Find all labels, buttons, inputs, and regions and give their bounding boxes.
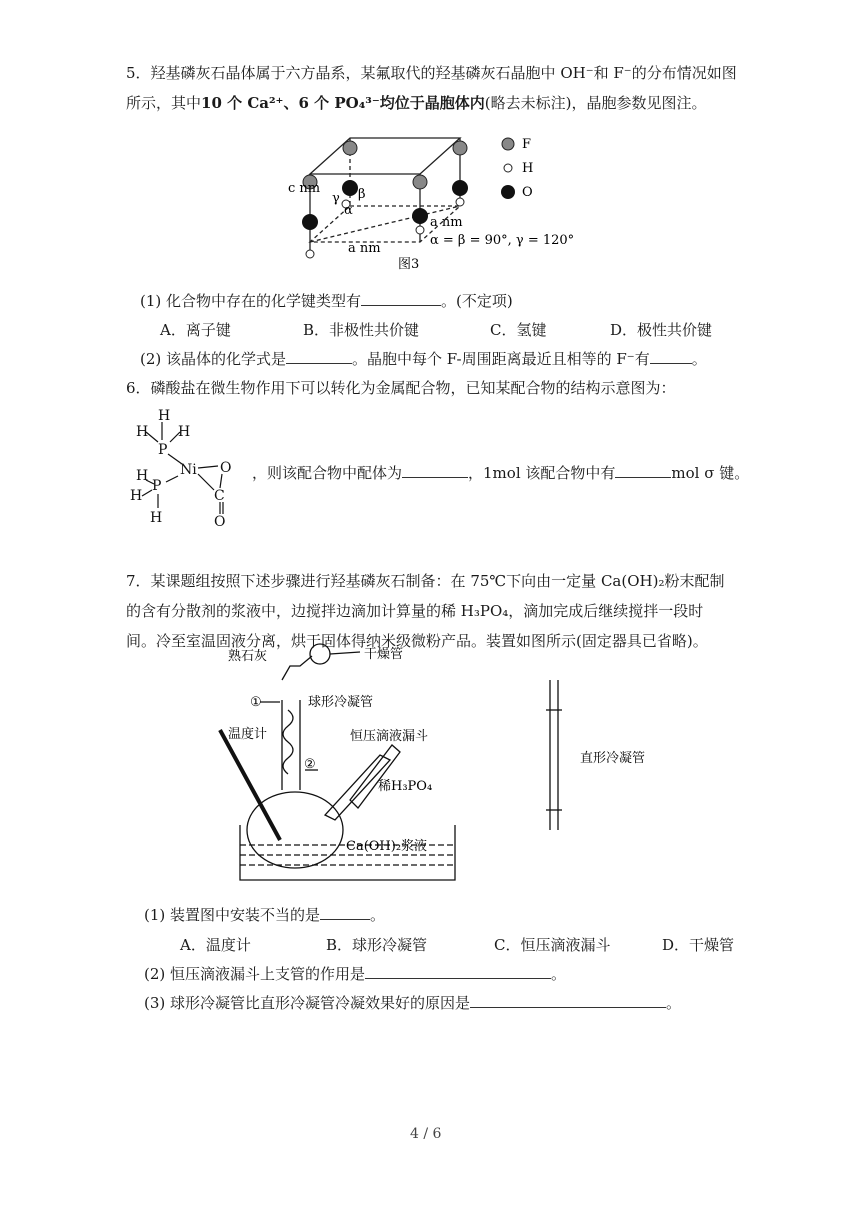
legend-o: O — [522, 185, 533, 200]
q7-option-b: B．球形冷凝管 — [326, 936, 428, 954]
q5-line2-a: 所示，其中 — [126, 94, 202, 112]
q7-sub1-suffix: 。 — [370, 906, 386, 924]
q5-sub2-blank1[interactable] — [286, 363, 352, 364]
q5-option-c: C．氢键 — [490, 321, 547, 339]
angle-gamma: γ — [332, 191, 340, 206]
q7-sub3-blank[interactable] — [470, 1007, 666, 1008]
atom-h4: H — [136, 468, 149, 484]
complex-structure — [128, 402, 248, 532]
q5-line1: 5．羟基磷灰石晶体属于六方晶系，某氟取代的羟基磷灰石晶胞中 OH⁻和 F⁻的分布情况如图 — [126, 64, 737, 82]
q5-sub1-prefix: (1) 化合物中存在的化学键类型有 — [140, 292, 362, 310]
q7-sub3-prefix: (3) 球形冷凝管比直形冷凝管冷凝效果好的原因是 — [144, 994, 471, 1012]
q6-blank2[interactable] — [615, 477, 671, 478]
atom-p1: P — [158, 442, 168, 458]
cell-param: α = β = 90°, γ = 120° — [430, 233, 575, 248]
label-a2: a nm — [430, 215, 463, 230]
label-soda-lime: 熟石灰 — [228, 649, 268, 664]
atom-h6: H — [150, 510, 163, 526]
legend — [501, 137, 533, 200]
q5-sub1 — [140, 290, 513, 311]
q5-sub1-blank[interactable] — [361, 305, 441, 306]
atom-o2: O — [214, 514, 226, 530]
label-port2: ② — [304, 757, 316, 772]
atom-c: C — [214, 488, 225, 504]
q6-line2 — [252, 462, 749, 483]
label-acid: 稀H₃PO₄ — [378, 779, 433, 794]
atom-h1: H — [158, 408, 171, 424]
q6-text-b: ，1mol 该配合物中有 — [468, 464, 616, 482]
atom-h3: H — [178, 424, 191, 440]
q5-line2 — [126, 92, 706, 113]
fluoride-atoms — [303, 141, 467, 189]
q5-line2-bold: 10 个 Ca²⁺、6 个 PO₄³⁻均位于晶胞体内 — [201, 94, 485, 112]
q7-option-c: C．恒压滴液漏斗 — [494, 936, 611, 954]
q7-sub1-prefix: (1) 装置图中安装不当的是 — [144, 906, 321, 924]
atom-h5: H — [130, 488, 143, 504]
q7-sub2-suffix: 。 — [551, 965, 567, 983]
page-number: 4 / 6 — [410, 1126, 442, 1142]
q7-option-a: A．温度计 — [180, 936, 251, 954]
q5-sub2-b: 。晶胞中每个 F-周围距离最近且相等的 F⁻有 — [352, 350, 650, 368]
q6-blank1[interactable] — [402, 477, 468, 478]
q6-line1: 6．磷酸盐在微生物作用下可以转化为金属配合物，已知某配合物的结构示意图为： — [126, 379, 676, 397]
q7-option-d: D．干燥管 — [662, 936, 735, 954]
angle-beta: β — [358, 187, 366, 202]
q5-line2-c: (略去未标注)，晶胞参数见图注。 — [484, 94, 707, 112]
figure-caption: 图3 — [398, 257, 420, 272]
q5-sub2-a: (2) 该晶体的化学式是 — [140, 350, 287, 368]
atom-p2: P — [152, 478, 162, 494]
label-straight-condenser: 直形冷凝管 — [580, 751, 646, 766]
q7-sub2-prefix: (2) 恒压滴液漏斗上支管的作用是 — [144, 965, 366, 983]
q6-text-c: mol σ 键。 — [671, 464, 750, 482]
q5-sub2 — [140, 348, 707, 369]
q5-sub1-suffix: 。(不定项) — [441, 292, 513, 310]
label-c: c nm — [288, 181, 321, 196]
apparatus-figure — [200, 640, 700, 890]
q7-line1: 7．某课题组按照下述步骤进行羟基磷灰石制备：在 75℃下向由一定量 Ca(OH)₂粉末配制 — [126, 572, 725, 590]
legend-f: F — [522, 137, 532, 152]
q7-sub3 — [144, 992, 681, 1013]
label-drying-tube: 干燥管 — [364, 647, 404, 662]
q6-text-a: ，则该配合物中配体为 — [252, 464, 403, 482]
q7-sub2 — [144, 963, 566, 984]
q7-sub3-suffix: 。 — [666, 994, 682, 1012]
label-slurry: Ca(OH)₂浆液 — [346, 839, 428, 854]
q7-sub1 — [144, 904, 385, 925]
q7-sub2-blank[interactable] — [365, 978, 551, 979]
label-port1: ① — [250, 695, 262, 710]
crystal-cell-figure — [280, 126, 600, 281]
label-bulb-condenser: 球形冷凝管 — [308, 695, 374, 710]
q7-line2: 的含有分散剂的浆液中，边搅拌边滴加计算量的稀 H₃PO₄，滴加完成后继续搅拌一段时 — [126, 602, 704, 620]
q5-sub2-blank2[interactable] — [650, 363, 692, 364]
q5-option-a: A．离子键 — [160, 321, 231, 339]
q5-option-b: B．非极性共价键 — [303, 321, 420, 339]
q5-option-d: D．极性共价键 — [610, 321, 713, 339]
label-funnel: 恒压滴液漏斗 — [350, 729, 429, 744]
label-a1: a nm — [348, 241, 381, 256]
atom-ni: Ni — [180, 462, 197, 478]
legend-h: H — [522, 161, 534, 176]
q7-sub1-blank[interactable] — [320, 919, 370, 920]
q7-line3: 间。冷至室温固液分离，烘干固体得纳米级微粉产品。装置如图所示(固定器具已省略)。 — [126, 632, 708, 650]
angle-alpha: α — [344, 203, 353, 218]
label-thermometer: 温度计 — [228, 727, 268, 742]
atom-o1: O — [220, 460, 232, 476]
q5-sub2-c: 。 — [691, 350, 707, 368]
atom-h2: H — [136, 424, 149, 440]
